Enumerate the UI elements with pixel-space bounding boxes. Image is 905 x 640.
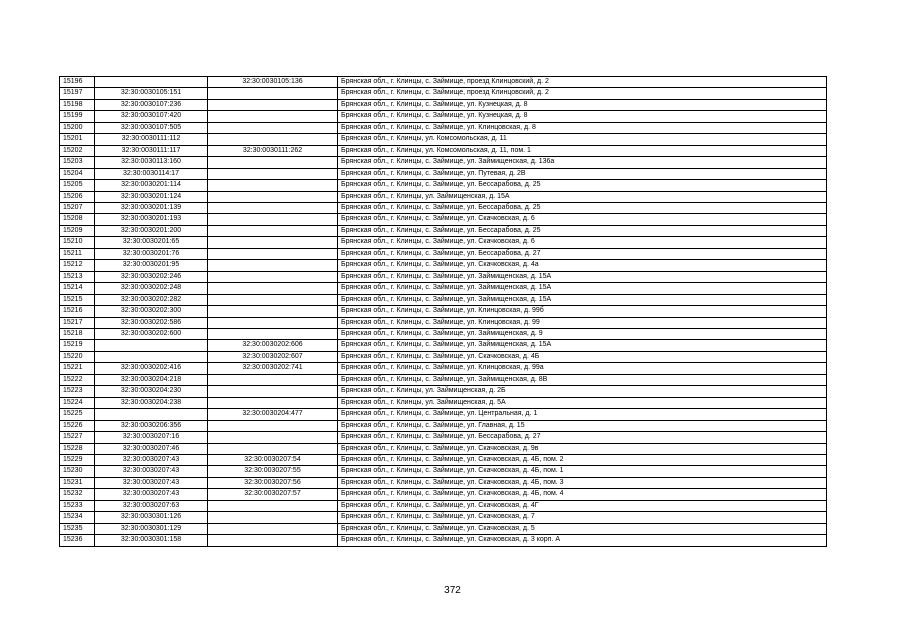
row-number-cell: 15212 xyxy=(60,260,95,271)
address-cell: Брянская обл., г. Клинцы, с. Займище, ул. Клинцовская, д. 99 xyxy=(338,317,827,328)
table-row xyxy=(60,214,827,225)
premises-cadastral-number-cell xyxy=(208,237,338,248)
table-row xyxy=(60,466,827,477)
row-number-cell: 15213 xyxy=(60,271,95,282)
row-number-cell: 15205 xyxy=(60,180,95,191)
address-cell: Брянская обл., г. Клинцы, с. Займище, ул. Скачковская, д. 4а xyxy=(338,260,827,271)
address-cell: Брянская обл., г. Клинцы, с. Займище, ул. Займищенская, д. 8В xyxy=(338,374,827,385)
address-cell: Брянская обл., г. Клинцы, с. Займище, ул. Клинцовская, д. 99б xyxy=(338,306,827,317)
address-cell: Брянская обл., г. Клинцы, с. Займище, ул. Скачковская, д. 5 xyxy=(338,523,827,534)
premises-cadastral-number-cell: 32:30:0030202:607 xyxy=(208,351,338,362)
row-number-cell: 15230 xyxy=(60,466,95,477)
premises-cadastral-number-cell xyxy=(208,432,338,443)
cadastral-number-cell: 32:30:0030114:17 xyxy=(95,168,208,179)
address-cell: Брянская обл., г. Клинцы, с. Займище, ул. Займищенская, д. 15А xyxy=(338,271,827,282)
premises-cadastral-number-cell: 32:30:0030202:606 xyxy=(208,340,338,351)
table-row xyxy=(60,500,827,511)
premises-cadastral-number-cell xyxy=(208,191,338,202)
table-row xyxy=(60,225,827,236)
row-number-cell: 15236 xyxy=(60,535,95,546)
row-number-cell: 15201 xyxy=(60,134,95,145)
address-cell: Брянская обл., г. Клинцы, ул. Займищенская, д. 15А xyxy=(338,191,827,202)
row-number-cell: 15210 xyxy=(60,237,95,248)
address-cell: Брянская обл., г. Клинцы, с. Займище, ул. Клинцовская, д. 8 xyxy=(338,122,827,133)
address-cell: Брянская обл., г. Клинцы, ул. Комсомольская, д. 11 xyxy=(338,134,827,145)
row-number-cell: 15196 xyxy=(60,77,95,88)
row-number-cell: 15235 xyxy=(60,523,95,534)
cadastral-number-cell: 32:30:0030204:238 xyxy=(95,397,208,408)
cadastral-number-cell: 32:30:0030107:505 xyxy=(95,122,208,133)
table-row xyxy=(60,535,827,546)
address-cell: Брянская обл., г. Клинцы, с. Займище, ул. Скачковская, д. 4Г xyxy=(338,500,827,511)
cadastral-number-cell: 32:30:0030201:114 xyxy=(95,180,208,191)
address-cell: Брянская обл., г. Клинцы, с. Займище, ул. Займищенская, д. 136а xyxy=(338,157,827,168)
address-cell: Брянская обл., г. Клинцы, с. Займище, ул. Скачковская, д. 4Б xyxy=(338,351,827,362)
register-table xyxy=(59,76,827,547)
table-row xyxy=(60,111,827,122)
premises-cadastral-number-cell xyxy=(208,420,338,431)
cadastral-number-cell: 32:30:0030201:124 xyxy=(95,191,208,202)
premises-cadastral-number-cell xyxy=(208,168,338,179)
table-row xyxy=(60,77,827,88)
premises-cadastral-number-cell xyxy=(208,122,338,133)
cadastral-number-cell: 32:30:0030201:193 xyxy=(95,214,208,225)
row-number-cell: 15202 xyxy=(60,145,95,156)
row-number-cell: 15199 xyxy=(60,111,95,122)
cadastral-number-cell: 32:30:0030107:420 xyxy=(95,111,208,122)
cadastral-number-cell: 32:30:0030207:43 xyxy=(95,466,208,477)
premises-cadastral-number-cell xyxy=(208,523,338,534)
cadastral-number-cell: 32:30:0030113:160 xyxy=(95,157,208,168)
cadastral-number-cell: 32:30:0030111:112 xyxy=(95,134,208,145)
premises-cadastral-number-cell xyxy=(208,535,338,546)
address-cell: Брянская обл., г. Клинцы, с. Займище, ул. Скачковская, д. 4Б, пом. 4 xyxy=(338,489,827,500)
premises-cadastral-number-cell: 32:30:0030204:477 xyxy=(208,409,338,420)
table-row xyxy=(60,340,827,351)
address-cell: Брянская обл., г. Клинцы, с. Займище, ул. Скачковская, д. 3 корп. А xyxy=(338,535,827,546)
row-number-cell: 15231 xyxy=(60,477,95,488)
cadastral-number-cell: 32:30:0030201:65 xyxy=(95,237,208,248)
table-row xyxy=(60,134,827,145)
table-row xyxy=(60,99,827,110)
table-row xyxy=(60,283,827,294)
address-cell: Брянская обл., г. Клинцы, ул. Комсомольская, д. 11, пом. 1 xyxy=(338,145,827,156)
table-row xyxy=(60,523,827,534)
premises-cadastral-number-cell xyxy=(208,512,338,523)
row-number-cell: 15198 xyxy=(60,99,95,110)
cadastral-number-cell: 32:30:0030207:43 xyxy=(95,489,208,500)
row-number-cell: 15214 xyxy=(60,283,95,294)
premises-cadastral-number-cell xyxy=(208,386,338,397)
address-cell: Брянская обл., г. Клинцы, ул. Займищенская, д. 2Б xyxy=(338,386,827,397)
premises-cadastral-number-cell xyxy=(208,202,338,213)
row-number-cell: 15197 xyxy=(60,88,95,99)
address-cell: Брянская обл., г. Клинцы, с. Займище, ул. Скачковская, д. 6 xyxy=(338,214,827,225)
cadastral-number-cell: 32:30:0030202:282 xyxy=(95,294,208,305)
cadastral-number-cell: 32:30:0030206:356 xyxy=(95,420,208,431)
table-row xyxy=(60,294,827,305)
cadastral-number-cell: 32:30:0030201:95 xyxy=(95,260,208,271)
table-row xyxy=(60,88,827,99)
row-number-cell: 15215 xyxy=(60,294,95,305)
premises-cadastral-number-cell xyxy=(208,397,338,408)
address-cell: Брянская обл., г. Клинцы, с. Займище, ул. Центральная, д. 1 xyxy=(338,409,827,420)
premises-cadastral-number-cell xyxy=(208,443,338,454)
table-row xyxy=(60,420,827,431)
table-row xyxy=(60,202,827,213)
premises-cadastral-number-cell xyxy=(208,328,338,339)
table-row xyxy=(60,409,827,420)
table-row xyxy=(60,454,827,465)
address-cell: Брянская обл., г. Клинцы, с. Займище, ул. Займищенская, д. 9 xyxy=(338,328,827,339)
row-number-cell: 15206 xyxy=(60,191,95,202)
address-cell: Брянская обл., г. Клинцы, с. Займище, проезд Клинцовский, д. 2 xyxy=(338,88,827,99)
premises-cadastral-number-cell: 32:30:0030207:54 xyxy=(208,454,338,465)
cadastral-number-cell: 32:30:0030202:586 xyxy=(95,317,208,328)
cadastral-number-cell: 32:30:0030202:248 xyxy=(95,283,208,294)
row-number-cell: 15223 xyxy=(60,386,95,397)
table-row xyxy=(60,260,827,271)
cadastral-number-cell: 32:30:0030207:16 xyxy=(95,432,208,443)
cadastral-number-cell xyxy=(95,409,208,420)
address-cell: Брянская обл., г. Клинцы, с. Займище, ул. Займищенская, д. 15А xyxy=(338,294,827,305)
row-number-cell: 15234 xyxy=(60,512,95,523)
cadastral-number-cell xyxy=(95,351,208,362)
premises-cadastral-number-cell: 32:30:0030111:262 xyxy=(208,145,338,156)
premises-cadastral-number-cell xyxy=(208,306,338,317)
row-number-cell: 15204 xyxy=(60,168,95,179)
row-number-cell: 15200 xyxy=(60,122,95,133)
cadastral-number-cell: 32:30:0030204:218 xyxy=(95,374,208,385)
table-row xyxy=(60,145,827,156)
cadastral-number-cell: 32:30:0030107:236 xyxy=(95,99,208,110)
table-row xyxy=(60,477,827,488)
address-cell: Брянская обл., г. Клинцы, с. Займище, ул. Скачковская, д. 4Б, пом. 1 xyxy=(338,466,827,477)
cadastral-number-cell: 32:30:0030207:43 xyxy=(95,477,208,488)
address-cell: Брянская обл., г. Клинцы, с. Займище, ул. Бессарабова, д. 25 xyxy=(338,180,827,191)
premises-cadastral-number-cell xyxy=(208,317,338,328)
row-number-cell: 15209 xyxy=(60,225,95,236)
premises-cadastral-number-cell xyxy=(208,271,338,282)
row-number-cell: 15208 xyxy=(60,214,95,225)
row-number-cell: 15203 xyxy=(60,157,95,168)
cadastral-number-cell: 32:30:0030301:158 xyxy=(95,535,208,546)
premises-cadastral-number-cell xyxy=(208,214,338,225)
table-row xyxy=(60,248,827,259)
cadastral-number-cell: 32:30:0030201:200 xyxy=(95,225,208,236)
row-number-cell: 15220 xyxy=(60,351,95,362)
table-row xyxy=(60,317,827,328)
table-row xyxy=(60,386,827,397)
table-row xyxy=(60,328,827,339)
table-row xyxy=(60,306,827,317)
premises-cadastral-number-cell xyxy=(208,500,338,511)
row-number-cell: 15207 xyxy=(60,202,95,213)
address-cell: Брянская обл., г. Клинцы, с. Займище, ул. Кузнецкая, д. 8 xyxy=(338,111,827,122)
premises-cadastral-number-cell xyxy=(208,180,338,191)
table-row xyxy=(60,180,827,191)
cadastral-number-cell: 32:30:0030201:76 xyxy=(95,248,208,259)
table-row xyxy=(60,168,827,179)
row-number-cell: 15233 xyxy=(60,500,95,511)
row-number-cell: 15218 xyxy=(60,328,95,339)
cadastral-number-cell xyxy=(95,340,208,351)
row-number-cell: 15216 xyxy=(60,306,95,317)
premises-cadastral-number-cell: 32:30:0030207:55 xyxy=(208,466,338,477)
table-row xyxy=(60,397,827,408)
cadastral-number-cell: 32:30:0030204:230 xyxy=(95,386,208,397)
premises-cadastral-number-cell xyxy=(208,111,338,122)
premises-cadastral-number-cell: 32:30:0030207:57 xyxy=(208,489,338,500)
cadastral-number-cell: 32:30:0030202:416 xyxy=(95,363,208,374)
address-cell: Брянская обл., г. Клинцы, с. Займище, ул. Клинцовская, д. 99а xyxy=(338,363,827,374)
address-cell: Брянская обл., г. Клинцы, с. Займище, ул. Скачковская, д. 4Б, пом. 2 xyxy=(338,454,827,465)
table-row xyxy=(60,157,827,168)
address-cell: Брянская обл., г. Клинцы, с. Займище, ул. Займищенская, д. 15А xyxy=(338,283,827,294)
table-row xyxy=(60,191,827,202)
register-table-body xyxy=(60,77,827,547)
page-number: 372 xyxy=(444,585,461,596)
row-number-cell: 15217 xyxy=(60,317,95,328)
row-number-cell: 15224 xyxy=(60,397,95,408)
address-cell: Брянская обл., г. Клинцы, с. Займище, ул. Путевая, д. 2В xyxy=(338,168,827,179)
address-cell: Брянская обл., г. Клинцы, с. Займище, ул. Скачковская, д. 6 xyxy=(338,237,827,248)
premises-cadastral-number-cell: 32:30:0030207:56 xyxy=(208,477,338,488)
row-number-cell: 15225 xyxy=(60,409,95,420)
premises-cadastral-number-cell xyxy=(208,225,338,236)
cadastral-number-cell: 32:30:0030202:600 xyxy=(95,328,208,339)
address-cell: Брянская обл., г. Клинцы, с. Займище, ул. Скачковская, д. 7 xyxy=(338,512,827,523)
row-number-cell: 15232 xyxy=(60,489,95,500)
address-cell: Брянская обл., г. Клинцы, с. Займище, проезд Клинцовский, д. 2 xyxy=(338,77,827,88)
address-cell: Брянская обл., г. Клинцы, ул. Займищенская, д. 5А xyxy=(338,397,827,408)
cadastral-number-cell: 32:30:0030301:129 xyxy=(95,523,208,534)
premises-cadastral-number-cell xyxy=(208,248,338,259)
table-row xyxy=(60,271,827,282)
address-cell: Брянская обл., г. Клинцы, с. Займище, ул. Скачковская, д. 9в xyxy=(338,443,827,454)
address-cell: Брянская обл., г. Клинцы, с. Займище, ул. Бессарабова, д. 27 xyxy=(338,248,827,259)
row-number-cell: 15226 xyxy=(60,420,95,431)
cadastral-number-cell: 32:30:0030207:63 xyxy=(95,500,208,511)
premises-cadastral-number-cell xyxy=(208,374,338,385)
premises-cadastral-number-cell: 32:30:0030202:741 xyxy=(208,363,338,374)
address-cell: Брянская обл., г. Клинцы, с. Займище, ул. Бессарабова, д. 25 xyxy=(338,202,827,213)
cadastral-number-cell: 32:30:0030207:46 xyxy=(95,443,208,454)
cadastral-number-cell: 32:30:0030105:151 xyxy=(95,88,208,99)
premises-cadastral-number-cell xyxy=(208,99,338,110)
premises-cadastral-number-cell xyxy=(208,294,338,305)
cadastral-number-cell: 32:30:0030301:126 xyxy=(95,512,208,523)
premises-cadastral-number-cell xyxy=(208,260,338,271)
table-row xyxy=(60,122,827,133)
premises-cadastral-number-cell xyxy=(208,134,338,145)
table-row xyxy=(60,363,827,374)
table-row xyxy=(60,351,827,362)
cadastral-number-cell: 32:30:0030202:300 xyxy=(95,306,208,317)
premises-cadastral-number-cell xyxy=(208,283,338,294)
cadastral-number-cell: 32:30:0030201:139 xyxy=(95,202,208,213)
row-number-cell: 15228 xyxy=(60,443,95,454)
cadastral-number-cell xyxy=(95,77,208,88)
table-row xyxy=(60,489,827,500)
premises-cadastral-number-cell: 32:30:0030105:136 xyxy=(208,77,338,88)
premises-cadastral-number-cell xyxy=(208,157,338,168)
cadastral-number-cell: 32:30:0030207:43 xyxy=(95,454,208,465)
table-row xyxy=(60,443,827,454)
table-row xyxy=(60,237,827,248)
row-number-cell: 15227 xyxy=(60,432,95,443)
address-cell: Брянская обл., г. Клинцы, с. Займище, ул. Кузнецкая, д. 8 xyxy=(338,99,827,110)
address-cell: Брянская обл., г. Клинцы, с. Займище, ул. Скачковская, д. 4Б, пом. 3 xyxy=(338,477,827,488)
table-row xyxy=(60,432,827,443)
address-cell: Брянская обл., г. Клинцы, с. Займище, ул. Главная, д. 15 xyxy=(338,420,827,431)
table-row xyxy=(60,512,827,523)
address-cell: Брянская обл., г. Клинцы, с. Займище, ул. Бессарабова, д. 27 xyxy=(338,432,827,443)
address-cell: Брянская обл., г. Клинцы, с. Займище, ул. Бессарабова, д. 25 xyxy=(338,225,827,236)
cadastral-number-cell: 32:30:0030202:246 xyxy=(95,271,208,282)
premises-cadastral-number-cell xyxy=(208,88,338,99)
row-number-cell: 15221 xyxy=(60,363,95,374)
row-number-cell: 15222 xyxy=(60,374,95,385)
table-row xyxy=(60,374,827,385)
row-number-cell: 15211 xyxy=(60,248,95,259)
row-number-cell: 15229 xyxy=(60,454,95,465)
cadastral-number-cell: 32:30:0030111:117 xyxy=(95,145,208,156)
row-number-cell: 15219 xyxy=(60,340,95,351)
address-cell: Брянская обл., г. Клинцы, с. Займище, ул. Займищенская, д. 15А xyxy=(338,340,827,351)
